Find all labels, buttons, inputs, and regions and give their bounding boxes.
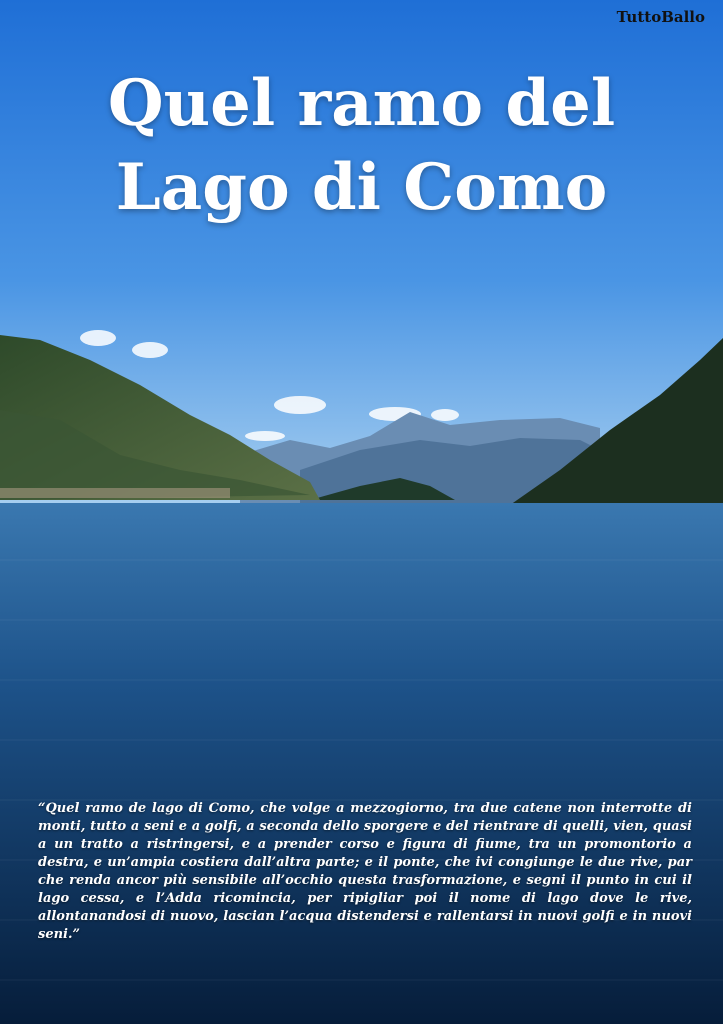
title-line-2: Lago di Como [115, 150, 608, 225]
lake [0, 503, 723, 1024]
brand-logo: TuttoBallo [616, 8, 705, 26]
title-line-1: Quel ramo del [107, 66, 616, 141]
cover-quote: “Quel ramo de lago di Como, che volge a mezzogiorno, tra due catene non interrotte di monti, tutto a seni e a golfi, a seconda dello sporgere e del rientrare di quelli, vien, quasi a un tratto a ristringersi, e a prender corso e figura di fiume, tra un promontorio a destra, e un’ampia costiera dall’altra parte; e il ponte, che ivi congiunge le due rive, par che renda ancor più sensibile all’occhio questa trasformazione, e segni il punto in cui il lago cessa, e l’Adda ricomincia, per ripigliar poi il nome di lago dove le rive, allontanandosi di nuovo, lascian l’acqua distendersi e rallentarsi in nuovi golfi e in nuovi seni.” [38, 801, 692, 942]
cover-title [0, 62, 723, 230]
